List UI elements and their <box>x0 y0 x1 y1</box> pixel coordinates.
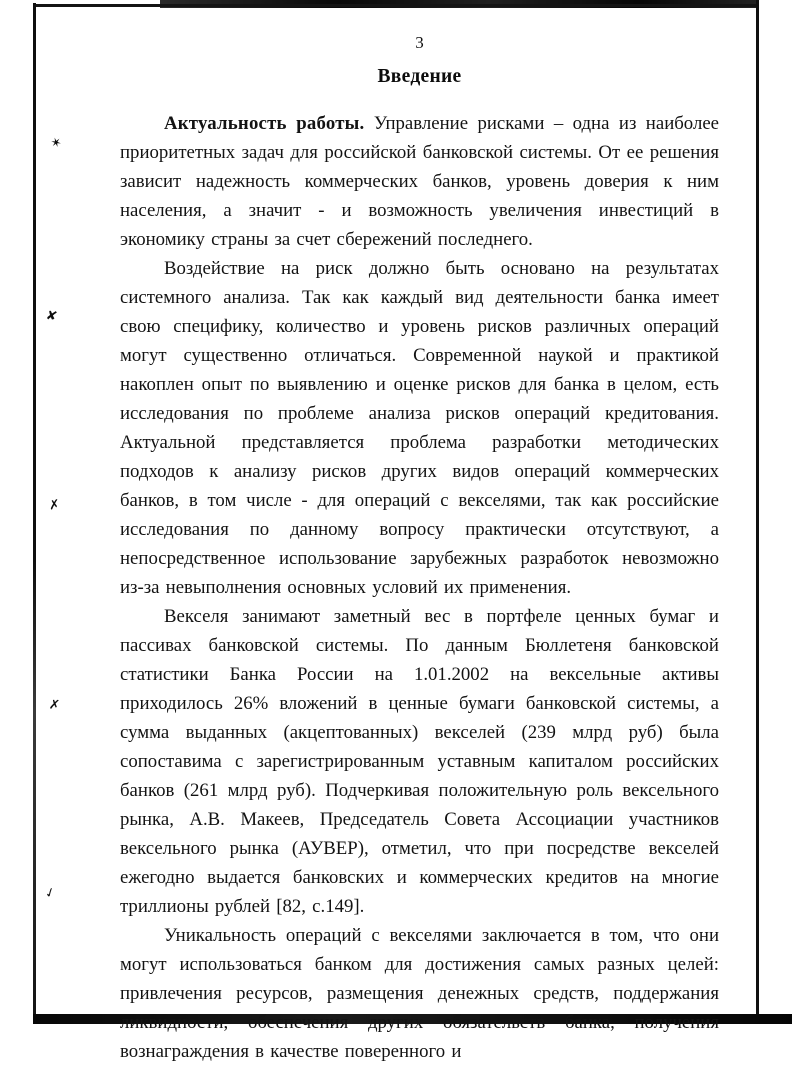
section-heading: Введение <box>377 66 462 87</box>
margin-mark-icon: ✶ <box>48 134 64 153</box>
page-border-right <box>756 0 759 1024</box>
paragraph-lead-bold: Актуальность работы. <box>164 113 365 134</box>
paragraph-text: Векселя занимают заметный вес в портфеле ценных бумаг и пассивах банковской системы. По данным Бюллетеня банковской статистики Банка России на 1.01.2002 на вексельные активы приходилось 26% вложений в ценные бумаги банковской системы, а сумма выданных (акцептованных) векселей (239 млрд руб) была сопоставима с зарегистрированным уставным капиталом российских банков (261 млрд руб). Подчеркивая положительную роль вексельного рынка, А.В. Макеев, Председатель Совета Ассоциации участников вексельного рынка (АУВЕР), отметил, что при посредстве векселей ежегодно выдается банковских и коммерческих кредитов на многие триллионы рублей [82, с.149]. <box>120 606 719 917</box>
margin-mark-icon: ✓ <box>42 884 59 903</box>
paragraph-unikalnost <box>120 921 719 1066</box>
margin-mark-icon: ✘ <box>44 308 59 325</box>
page-number: 3 <box>415 33 424 52</box>
margin-mark-icon: ✗ <box>48 497 61 514</box>
page-content <box>120 0 719 1066</box>
paragraph-vozdeystvie <box>120 254 719 602</box>
paragraph-text: Уникальность операций с векселями заключается в том, что они могут использоваться банком для достижения самых разных целей: привлечения ресурсов, размещения денежных средств, поддержания ликвидности, обеспечения других обязательств банка, получения вознаграждения в качестве поверенного и <box>120 925 719 1062</box>
paragraph-actualnost <box>120 109 719 254</box>
margin-mark-icon: ✗ <box>48 697 61 714</box>
paragraph-vekselya <box>120 602 719 921</box>
body-text <box>120 109 719 1066</box>
paragraph-text: Управление рисками – одна из наиболее приоритетных задач для российской банковской системы. От ее решения зависит надежность коммерческих банков, уровень доверия к ним населения, а значит - и возможность увеличения инвестиций в экономику страны за счет сбережений последнего. <box>120 113 719 250</box>
page-border-left <box>33 3 36 1016</box>
paragraph-text: Воздействие на риск должно быть основано на результатах системного анализа. Так как каждый вид деятельности банка имеет свою специфику, количество и уровень рисков различных операций могут существенно отличаться. Современной наукой и практикой накоплен опыт по выявлению и оценке рисков для банка в целом, есть исследования по проблеме анализа рисков операций кредитования. Актуальной представляется проблема разработки методических подходов к анализу рисков других видов операций коммерческих банков, в том числе - для операций с векселями, так как российские исследования по данному вопросу практически отсутствуют, а непосредственное использование зарубежных разработок невозможно из-за невыполнения основных условий их применения. <box>120 258 719 598</box>
